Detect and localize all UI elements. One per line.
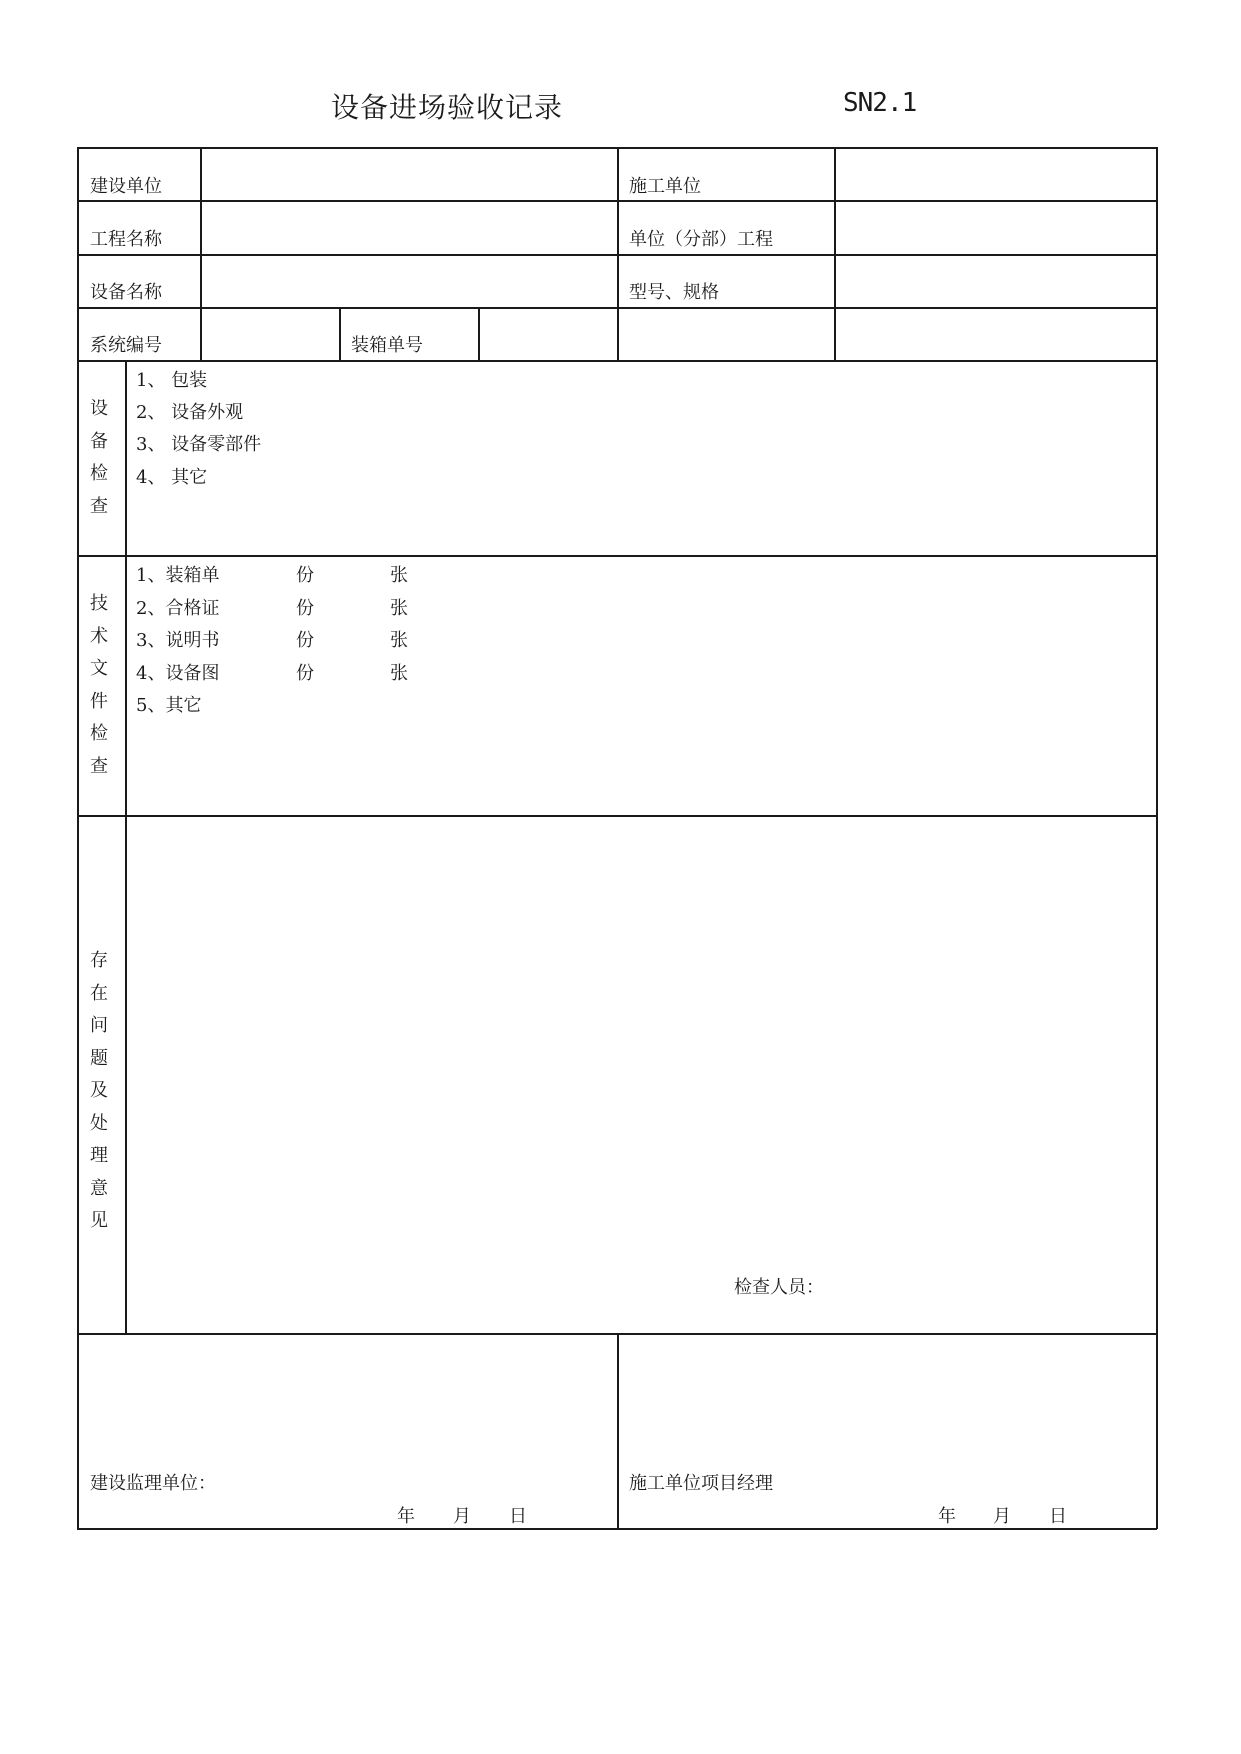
list-item: 1、 包装 [136, 370, 208, 391]
list-item: 2、 设备外观 [136, 402, 244, 423]
year-label: 年 [938, 1506, 956, 1527]
list-item: 3、 设备零部件 [136, 434, 262, 455]
list-item: 3、说明书 [136, 630, 220, 651]
page-title: 设备进场验收记录 [331, 91, 564, 124]
issues-label: 存 在 问 题 及 处 理 意 见 [90, 950, 108, 1231]
copies-unit: 份 [296, 598, 314, 619]
model-spec-label: 型号、规格 [629, 282, 719, 303]
project-name-label: 工程名称 [90, 229, 162, 250]
col-divider [617, 1333, 619, 1529]
list-item: 4、 其它 [136, 467, 208, 488]
col-divider [478, 307, 480, 361]
row-divider [77, 555, 1157, 557]
day-label: 日 [509, 1506, 527, 1527]
table-border-left [77, 147, 79, 1529]
day-label: 日 [1049, 1506, 1067, 1527]
col-divider [617, 147, 619, 361]
inspector-label: 检查人员： [734, 1277, 824, 1298]
list-item: 1、装箱单 [136, 565, 220, 586]
col-divider [125, 360, 127, 1334]
col-divider [200, 147, 202, 361]
tech-docs-label: 技 术 文 件 检 查 [90, 593, 108, 777]
system-no-label: 系统编号 [90, 335, 162, 356]
form-code: SN2.1 [843, 88, 917, 118]
list-item: 5、其它 [136, 695, 202, 716]
packing-list-no-label: 装箱单号 [351, 335, 423, 356]
row-divider [77, 815, 1157, 817]
list-item: 2、合格证 [136, 598, 220, 619]
copies-unit: 份 [296, 565, 314, 586]
month-label: 月 [993, 1506, 1011, 1527]
month-label: 月 [453, 1506, 471, 1527]
list-item: 4、设备图 [136, 663, 220, 684]
sheets-unit: 张 [390, 598, 408, 619]
builder-unit-label: 施工单位 [629, 176, 701, 197]
year-label: 年 [397, 1506, 415, 1527]
supervisor-label: 建设监理单位： [90, 1473, 216, 1494]
sub-project-label: 单位（分部）工程 [629, 229, 773, 250]
copies-unit: 份 [296, 630, 314, 651]
equipment-check-label: 设 备 检 查 [90, 398, 108, 517]
sheets-unit: 张 [390, 565, 408, 586]
equipment-name-label: 设备名称 [90, 282, 162, 303]
col-divider [339, 307, 341, 361]
table-border-right [1156, 147, 1158, 1529]
sheets-unit: 张 [390, 630, 408, 651]
manager-label: 施工单位项目经理 [629, 1473, 773, 1494]
construction-unit-label: 建设单位 [90, 176, 162, 197]
sheets-unit: 张 [390, 663, 408, 684]
copies-unit: 份 [296, 663, 314, 684]
col-divider [834, 147, 836, 361]
